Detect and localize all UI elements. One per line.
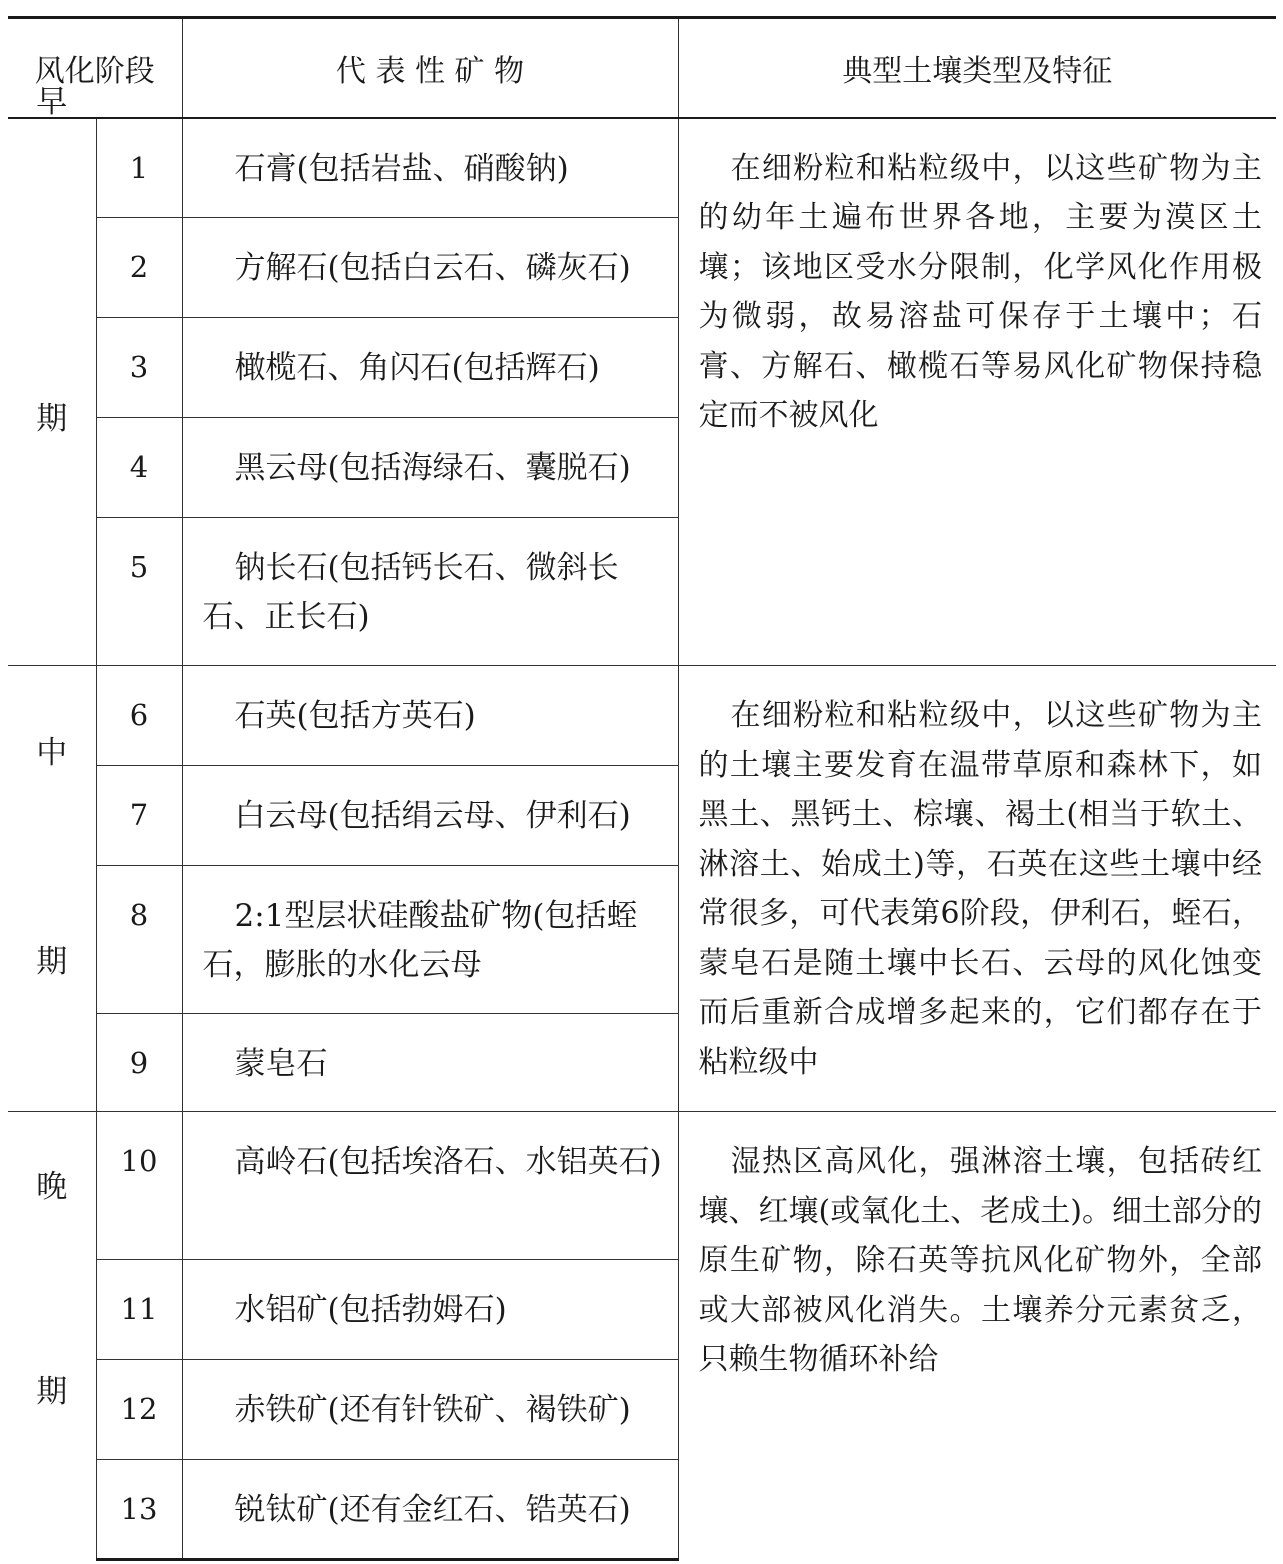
stage-char: 中 [36, 734, 68, 771]
mineral-cell: 黑云母(包括海绿石、囊脱石) [182, 418, 678, 518]
stage-middle [8, 666, 96, 1112]
row-number: 5 [96, 518, 182, 666]
row-number: 8 [96, 866, 182, 1014]
row-number: 11 [96, 1260, 182, 1360]
row-number: 2 [96, 218, 182, 318]
row-number: 7 [96, 766, 182, 866]
row-number: 10 [96, 1112, 182, 1260]
stage-char: 早 [36, 83, 68, 120]
mineral-cell: 2:1型层状硅酸盐矿物(包括蛭石，膨胀的水化云母 [182, 866, 678, 1014]
mineral-cell: 蒙皂石 [182, 1014, 678, 1112]
stage-char: 期 [36, 943, 68, 980]
mineral-cell: 白云母(包括绢云母、伊利石) [182, 766, 678, 866]
header-soil-types: 典型土壤类型及特征 [678, 18, 1276, 118]
row-number: 1 [96, 118, 182, 218]
row-number: 6 [96, 666, 182, 766]
soil-description-early: 在细粉粒和粘粒级中，以这些矿物为主的幼年土遍布世界各地，主要为漠区土壤；该地区受水分限制，化学风化作用极为微弱，故易溶盐可保存于土壤中；石膏、方解石、橄榄石等易风化矿物保持稳定而不被风化 [678, 118, 1276, 666]
row-number: 13 [96, 1460, 182, 1560]
mineral-cell: 钠长石(包括钙长石、微斜长石、正长石) [182, 518, 678, 666]
stage-early [8, 83, 96, 666]
mineral-cell: 石英(包括方英石) [182, 666, 678, 766]
row-number: 9 [96, 1014, 182, 1112]
header-row [8, 18, 1276, 118]
table-row [8, 666, 1276, 766]
stage-char: 期 [36, 400, 68, 437]
stage-char: 期 [36, 1373, 68, 1410]
table-row [8, 1112, 1276, 1260]
mineral-cell: 水铝矿(包括勃姆石) [182, 1260, 678, 1360]
stage-char: 晚 [36, 1168, 68, 1205]
header-stage: 风化阶段 [8, 18, 182, 118]
row-number: 12 [96, 1360, 182, 1460]
table-row [8, 118, 1276, 218]
stage-late [8, 1112, 96, 1560]
soil-description-middle: 在细粉粒和粘粒级中，以这些矿物为主的土壤主要发育在温带草原和森林下，如黑土、黑钙土、棕壤、褐土(相当于软土、淋溶土、始成土)等，石英在这些土壤中经常很多，可代表第6阶段，伊利石，蛭石，蒙皂石是随土壤中长石、云母的风化蚀变而后重新合成增多起来的，它们都存在于粘粒级中 [678, 666, 1276, 1112]
soil-description-late: 湿热区高风化，强淋溶土壤，包括砖红壤、红壤(或氧化土、老成土)。细土部分的原生矿物，除石英等抗风化矿物外，全部或大部被风化消失。土壤养分元素贫乏，只赖生物循环补给 [678, 1112, 1276, 1560]
header-minerals: 代 表 性 矿 物 [182, 18, 678, 118]
mineral-cell: 橄榄石、角闪石(包括辉石) [182, 318, 678, 418]
mineral-cell: 方解石(包括白云石、磷灰石) [182, 218, 678, 318]
weathering-stage-table [8, 16, 1276, 1561]
mineral-cell: 赤铁矿(还有针铁矿、褐铁矿) [182, 1360, 678, 1460]
mineral-cell: 高岭石(包括埃洛石、水铝英石) [182, 1112, 678, 1260]
row-number: 3 [96, 318, 182, 418]
mineral-cell: 锐钛矿(还有金红石、锆英石) [182, 1460, 678, 1560]
row-number: 4 [96, 418, 182, 518]
mineral-cell: 石膏(包括岩盐、硝酸钠) [182, 118, 678, 218]
